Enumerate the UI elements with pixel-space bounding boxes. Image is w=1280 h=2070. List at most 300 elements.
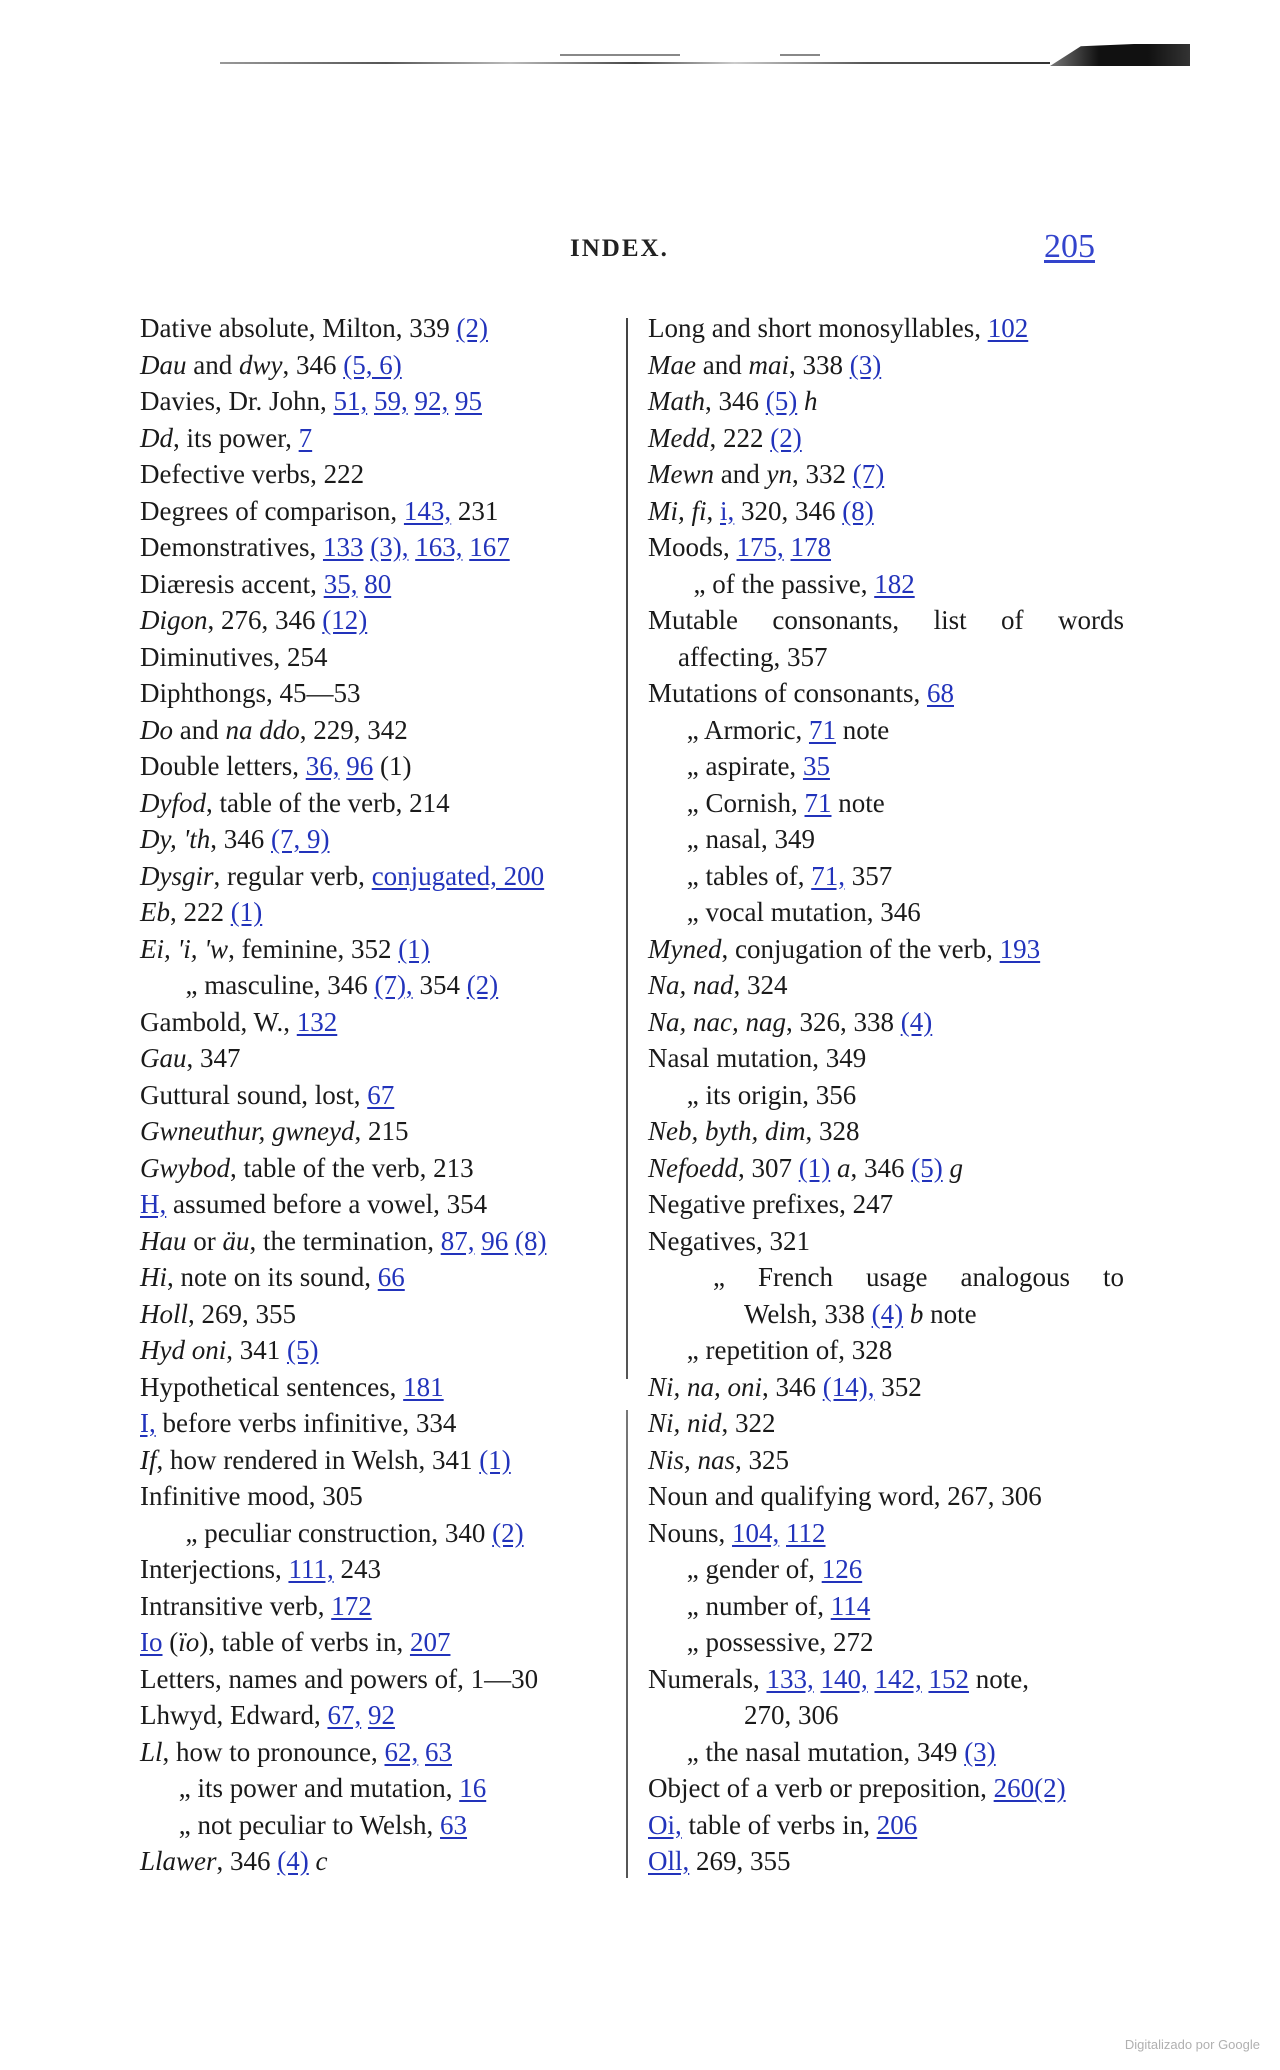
index-entry [648, 1807, 1124, 1844]
entry-text: „ not peculiar to Welsh, [172, 1809, 441, 1840]
index-entry [648, 1624, 1124, 1661]
page-reference-link[interactable]: 163, [415, 532, 463, 562]
index-term: Gwybod [140, 1152, 230, 1183]
index-entry [140, 785, 616, 822]
index-term: Llawer [140, 1846, 217, 1876]
entry-text: Long and short monosyllables, [648, 313, 988, 343]
page-reference-link[interactable]: (1) [230, 897, 263, 927]
entry-text: „ number of, [680, 1590, 831, 1621]
index-term: Dy, 'th [140, 824, 211, 854]
index-entry [648, 1405, 1124, 1442]
entry-text: , how to pronounce, [162, 1736, 385, 1767]
entry-text: assumed before a vowel, 354 [166, 1189, 488, 1219]
entry-text: or [186, 1225, 223, 1256]
entry-text: Defective verbs, 222 [140, 459, 365, 489]
page-reference-link[interactable]: 92 [367, 1700, 395, 1730]
index-term: dwy [238, 349, 283, 380]
entry-text: „ possessive, 272 [680, 1627, 874, 1657]
entry-text: Dative absolute, Milton, 339 [140, 313, 457, 343]
index-entry [648, 456, 1124, 493]
page-reference-link[interactable]: (5) [911, 1152, 943, 1183]
index-term: Gwneuthur, gwneyd [140, 1116, 355, 1146]
index-entry [648, 1040, 1124, 1077]
page-reference-link[interactable]: 207 [409, 1627, 451, 1657]
index-term: Mae [648, 349, 696, 380]
index-entry [140, 347, 616, 384]
index-entry [140, 1113, 616, 1150]
page-reference-link[interactable]: 193 [999, 933, 1041, 964]
page-reference-link[interactable]: 182 [874, 568, 915, 599]
index-entry [648, 1223, 1124, 1260]
entry-text: , 347 [186, 1043, 241, 1073]
entry-text: , 346 [216, 1846, 278, 1876]
index-entry [648, 712, 1124, 749]
page-reference-link[interactable]: (8) [842, 495, 874, 526]
entry-text: , regular verb, [213, 860, 372, 891]
entry-text: „ Cornish, [680, 787, 805, 818]
page-reference-link[interactable]: 96 [346, 751, 374, 781]
page-reference-link[interactable]: (2) [492, 1517, 524, 1548]
index-entry [140, 1442, 616, 1479]
index-entry [140, 1369, 616, 1406]
index-term: Ni, nid [648, 1408, 722, 1438]
index-term: Neb, byth, dim [648, 1116, 806, 1146]
entry-text: , table of the verb, 214 [205, 787, 450, 818]
index-entry [648, 1551, 1124, 1588]
index-term: g [949, 1152, 963, 1183]
index-entry [140, 748, 616, 785]
entry-text: , 346 [762, 1371, 823, 1402]
index-entry [140, 712, 616, 749]
page-reference-link[interactable]: (3), [370, 532, 409, 562]
entry-text: , note on its sound, [167, 1262, 378, 1292]
entry-text: „ Armoric, [680, 714, 809, 745]
entry-text: ( [162, 1627, 179, 1657]
entry-text: , 332 [791, 459, 853, 489]
entry-text: Numerals, [648, 1663, 767, 1694]
index-entry [648, 1296, 1124, 1333]
index-entry [648, 566, 1124, 603]
page-reference-link[interactable]: 51, [333, 386, 368, 416]
entry-text: , 222 [709, 422, 771, 453]
index-term: If [140, 1444, 157, 1475]
index-entry [140, 1478, 616, 1515]
page-reference-link[interactable]: 140, [820, 1663, 868, 1694]
index-entry [648, 529, 1124, 566]
entry-text: „ peculiar construction, 340 [172, 1517, 493, 1548]
index-entry [648, 785, 1124, 822]
index-entry [140, 420, 616, 457]
page-reference-link[interactable]: 35 [802, 751, 830, 781]
page-reference-link[interactable]: Oi, [648, 1809, 682, 1840]
index-entry [648, 602, 1124, 639]
index-term: Dysgir [140, 860, 214, 891]
entry-text: (1) [373, 751, 412, 781]
index-entry [140, 1843, 616, 1880]
page-reference-link[interactable]: 132 [296, 1006, 338, 1037]
page-reference-link[interactable]: 142, [874, 1663, 922, 1694]
entry-text: „ French usage analogous to [680, 1262, 1124, 1292]
entry-text: Interjections, [140, 1554, 289, 1584]
entry-text [779, 1518, 786, 1548]
index-entry [140, 493, 616, 530]
entry-text: 357 [844, 860, 893, 891]
index-column-right [648, 310, 1124, 1880]
page-reference-link[interactable]: 87, [440, 1225, 475, 1256]
index-term: na ddo [225, 714, 300, 745]
index-entry [140, 1040, 616, 1077]
entry-text: note, [968, 1663, 1029, 1694]
entry-text: , how rendered in Welsh, 341 [156, 1444, 480, 1475]
top-speck [560, 54, 680, 56]
index-entry [140, 1661, 616, 1698]
page-reference-link[interactable]: 206 [876, 1809, 918, 1840]
page-reference-link[interactable]: 71 [804, 787, 832, 818]
page-reference-link[interactable]: (4) [900, 1006, 933, 1037]
entry-text: , 346 [210, 824, 272, 854]
index-term: Ll [140, 1736, 163, 1767]
page-reference-link[interactable]: 71 [808, 714, 836, 745]
entry-text: „ nasal, 349 [680, 824, 815, 854]
index-term: yn [766, 459, 792, 489]
page-reference-link[interactable]: (4) [277, 1846, 309, 1876]
index-term: Do [140, 714, 173, 745]
index-term: mai [748, 349, 789, 380]
entry-text [797, 386, 804, 416]
entry-text: and [695, 349, 749, 380]
page-reference-link[interactable]: 59, [373, 386, 408, 416]
page-reference-link[interactable]: (7, 9) [271, 824, 330, 854]
entry-text: , feminine, 352 [228, 933, 399, 964]
page-reference-link[interactable]: 62, [384, 1736, 419, 1767]
entry-text: , [706, 495, 720, 526]
entry-text: Infinitive mood, 305 [140, 1481, 363, 1511]
page-reference-link[interactable]: 92, [414, 386, 449, 416]
entry-text: Intransitive verb, [140, 1590, 332, 1621]
entry-text: Mutations of consonants, [648, 678, 927, 708]
page-reference-link[interactable]: (5) [286, 1335, 319, 1365]
index-entry [140, 931, 616, 968]
entry-text: , 328 [805, 1116, 860, 1146]
index-term: Gau [140, 1043, 187, 1073]
index-entry [140, 1259, 616, 1296]
index-entry [648, 1259, 1124, 1296]
entry-text: , 346 [282, 349, 344, 380]
page-reference-link[interactable]: 67 [367, 1079, 395, 1110]
page-reference-link[interactable]: 66 [377, 1262, 405, 1292]
page-reference-link[interactable]: 63 [425, 1736, 452, 1767]
index-term: h [803, 386, 818, 416]
entry-text: , 346 [705, 386, 766, 416]
index-term: ïo [178, 1627, 200, 1657]
index-entry [648, 420, 1124, 457]
entry-text: 243 [333, 1554, 381, 1584]
entry-text: 231 [451, 495, 499, 526]
index-entry [140, 1588, 616, 1625]
column-rule [626, 318, 628, 1878]
page-reference-link[interactable]: 111, [288, 1554, 334, 1584]
page-reference-link[interactable]: 181 [403, 1371, 444, 1402]
entry-text: „ the nasal mutation, 349 [680, 1736, 965, 1767]
page-reference-link[interactable]: (4) [871, 1298, 904, 1329]
page-reference-link[interactable]: i, [720, 495, 735, 526]
index-entry [140, 1807, 616, 1844]
entry-text [830, 1153, 837, 1183]
entry-text: Demonstratives, [140, 532, 323, 562]
entry-text [361, 1700, 368, 1730]
entry-text: 352 [874, 1371, 922, 1402]
page-reference-link[interactable]: 175, [736, 532, 784, 562]
entry-text: table of verbs in, [681, 1809, 877, 1840]
entry-text: , 341 [226, 1335, 287, 1365]
index-entry [648, 821, 1124, 858]
top-speck [780, 54, 820, 56]
entry-text [784, 532, 791, 562]
index-entry [140, 1332, 616, 1369]
entry-text [418, 1737, 425, 1767]
page-reference-link[interactable]: (2) [466, 970, 499, 1000]
entry-text: , 269, 355 [188, 1298, 297, 1329]
index-entry [648, 1077, 1124, 1114]
page-reference-link[interactable]: (1) [798, 1152, 831, 1183]
index-entry [140, 602, 616, 639]
index-entry [648, 1369, 1124, 1406]
entry-text: Nouns, [648, 1517, 733, 1548]
index-entry [648, 1661, 1124, 1698]
index-entry [140, 383, 616, 420]
entry-text: note [831, 787, 885, 818]
entry-text: , 322 [721, 1408, 776, 1438]
entry-text: Diminutives, 254 [140, 641, 328, 672]
index-entry [140, 1405, 616, 1442]
index-entry [648, 675, 1124, 712]
page-reference-link[interactable]: 167 [469, 532, 510, 562]
index-entry [648, 1515, 1124, 1552]
index-entry [648, 639, 1124, 676]
index-entry [648, 1004, 1124, 1041]
entry-text: 320, 346 [734, 495, 843, 526]
page-reference-link[interactable]: 152 [928, 1663, 969, 1694]
page-reference-link[interactable]: 7 [298, 422, 313, 453]
entry-text: Diphthongs, 45—53 [140, 678, 361, 708]
entry-text: „ tables of, [680, 860, 812, 891]
page-reference-link[interactable]: (5, 6) [343, 349, 402, 380]
page-reference-link[interactable]: (7), [374, 970, 413, 1000]
page-reference-link[interactable]: (2) [456, 313, 488, 343]
entry-text: , 325 [735, 1444, 790, 1475]
index-term: Dd [140, 422, 173, 453]
page-reference-link[interactable]: 36, [305, 751, 340, 781]
entry-text: , 229, 342 [299, 714, 408, 745]
entry-text: , 307 [737, 1152, 799, 1183]
index-entry [648, 1770, 1124, 1807]
page-reference-link[interactable]: H, [140, 1189, 167, 1219]
entry-text: Mutable consonants, list of words [648, 605, 1124, 635]
index-entry [140, 821, 616, 858]
entry-text: Letters, names and powers of, 1—30 [140, 1663, 539, 1694]
entry-text: 270, 306 [744, 1700, 839, 1730]
index-entry [140, 1186, 616, 1223]
entry-text: before verbs infinitive, 334 [155, 1408, 457, 1438]
page-reference-link[interactable]: conjugated, 200 [371, 860, 545, 891]
page-reference-link[interactable]: 96 [481, 1225, 509, 1256]
entry-text: Moods, [648, 532, 737, 562]
index-entry [140, 1624, 616, 1661]
page-reference-link[interactable]: 112 [786, 1517, 826, 1548]
page-reference-link[interactable]: 80 [364, 568, 392, 599]
index-term: Medd [648, 422, 710, 453]
index-entry [648, 967, 1124, 1004]
entry-text: and [186, 349, 239, 380]
entry-text: „ masculine, 346 [172, 970, 375, 1000]
index-entry [140, 858, 616, 895]
entry-text: , 222 [170, 897, 231, 927]
index-entry [140, 1004, 616, 1041]
page-reference-link[interactable]: 102 [987, 313, 1029, 343]
index-entry [648, 1478, 1124, 1515]
entry-text: Negative prefixes, 247 [648, 1189, 894, 1219]
entry-text: Welsh, 338 [744, 1298, 872, 1329]
page-reference-link[interactable]: (1) [479, 1444, 511, 1475]
page-reference-link[interactable]: 114 [830, 1590, 871, 1621]
index-entry [140, 310, 616, 347]
entry-text: „ its power and mutation, [172, 1773, 460, 1803]
index-term: Hau [140, 1225, 187, 1256]
page-reference-link[interactable]: 260 [993, 1773, 1035, 1803]
index-term: Math [648, 386, 705, 416]
page-reference-link[interactable]: (2) [1034, 1773, 1066, 1803]
index-term: b [909, 1298, 924, 1329]
index-term: Nefoedd [648, 1152, 738, 1183]
entry-text [448, 386, 455, 416]
page-reference-link[interactable]: (7) [852, 459, 885, 489]
index-entry [140, 1551, 616, 1588]
scan-attribution: Digitalizado por Google [1124, 2037, 1260, 2052]
index-term: c [315, 1846, 328, 1876]
index-entry [648, 1113, 1124, 1150]
index-entry [648, 1697, 1124, 1734]
entry-text: „ vocal mutation, 346 [680, 897, 921, 927]
index-entry [648, 748, 1124, 785]
page-reference-link[interactable]: 63 [440, 1809, 468, 1840]
entry-text: Davies, Dr. John, [140, 386, 334, 416]
page-reference-link[interactable]: 172 [331, 1590, 372, 1621]
index-entry [140, 1770, 616, 1807]
index-entry [648, 1843, 1124, 1880]
index-entry [140, 894, 616, 931]
entry-text: Degrees of comparison, [140, 495, 404, 526]
index-term: Mi, fi [648, 495, 707, 526]
entry-text: , 276, 346 [207, 605, 323, 635]
index-term: Na, nac, nag [648, 1006, 786, 1037]
index-entry [648, 310, 1124, 347]
index-term: Myned [648, 933, 722, 964]
entry-text: 269, 355 [689, 1846, 791, 1876]
page-number[interactable]: 205 [1044, 228, 1095, 265]
entry-text: Gambold, W., [140, 1006, 297, 1037]
page-reference-link[interactable]: (5) [765, 386, 798, 416]
index-entry [140, 1515, 616, 1552]
entry-text: , its power, [173, 422, 299, 453]
index-entry [648, 383, 1124, 420]
page-reference-link[interactable]: 133, [766, 1663, 814, 1694]
page-reference-link[interactable]: (3) [849, 349, 882, 380]
entry-text: Nasal mutation, 349 [648, 1043, 867, 1073]
running-head: INDEX. [570, 235, 669, 262]
page-reference-link[interactable]: 126 [821, 1554, 863, 1584]
entry-text [367, 386, 374, 416]
page-reference-link[interactable]: Io [140, 1627, 163, 1657]
entry-text: „ of the passive, [680, 568, 875, 599]
entry-text: Double letters, [140, 751, 306, 781]
index-entry [648, 1150, 1124, 1187]
page-reference-link[interactable]: 67, [327, 1700, 362, 1730]
index-term: a [836, 1152, 851, 1183]
page-reference-link[interactable]: 95 [454, 386, 482, 416]
index-entry [140, 566, 616, 603]
index-term: Eb [140, 897, 170, 927]
index-entry [140, 1077, 616, 1114]
index-entry [648, 347, 1124, 384]
index-entry [140, 967, 616, 1004]
entry-text: , the termination, [249, 1225, 441, 1256]
entry-text: „ repetition of, 328 [680, 1335, 893, 1365]
entry-text: „ its origin, 356 [680, 1079, 857, 1110]
page-reference-link[interactable]: 16 [459, 1773, 487, 1803]
page-reference-link[interactable]: (14), [822, 1371, 875, 1402]
page-reference-link[interactable]: (3) [964, 1736, 996, 1767]
entry-text: Lhwyd, Edward, [140, 1700, 328, 1730]
entry-text: 354 [412, 970, 467, 1000]
entry-text: Negatives, 321 [648, 1225, 810, 1256]
index-entry [140, 675, 616, 712]
page-reference-link[interactable]: (1) [398, 933, 430, 964]
entry-text: , 324 [733, 970, 788, 1000]
entry-text: Diæresis accent, [140, 568, 324, 599]
page-reference-link[interactable]: 71, [811, 860, 845, 891]
page-reference-link[interactable]: (8) [514, 1225, 547, 1256]
index-entry [648, 858, 1124, 895]
entry-text: and [173, 714, 226, 745]
page-reference-link[interactable]: 104, [732, 1517, 780, 1548]
index-entry [648, 493, 1124, 530]
index-entry [140, 1697, 616, 1734]
entry-text: , 338 [788, 349, 850, 380]
page-reference-link[interactable]: 133 [322, 532, 364, 562]
entry-text: note [835, 714, 890, 745]
entry-text: affecting, 357 [678, 641, 828, 672]
index-entry [140, 639, 616, 676]
page-reference-link[interactable]: 68 [926, 678, 954, 708]
page-reference-link[interactable]: 178 [790, 532, 832, 562]
entry-text: Object of a verb or preposition, [648, 1773, 994, 1803]
index-term: Ei, 'i, 'w [140, 933, 229, 964]
entry-text [903, 1299, 910, 1329]
entry-text: , 215 [354, 1116, 409, 1146]
entry-text [309, 1846, 316, 1876]
page-reference-link[interactable]: (12) [322, 605, 368, 635]
page-reference-link[interactable]: 143, [403, 495, 452, 526]
entry-text: ), table of verbs in, [199, 1627, 410, 1657]
page-reference-link[interactable]: (2) [770, 422, 802, 453]
index-term: Hyd oni [140, 1335, 227, 1365]
index-entry [140, 1734, 616, 1771]
page-reference-link[interactable]: Oll, [648, 1846, 690, 1876]
page-reference-link[interactable]: I, [140, 1408, 156, 1438]
entry-text: Guttural sound, lost, [140, 1079, 368, 1110]
page-reference-link[interactable]: 35, [323, 568, 358, 599]
entry-text: , 326, 338 [786, 1006, 901, 1037]
